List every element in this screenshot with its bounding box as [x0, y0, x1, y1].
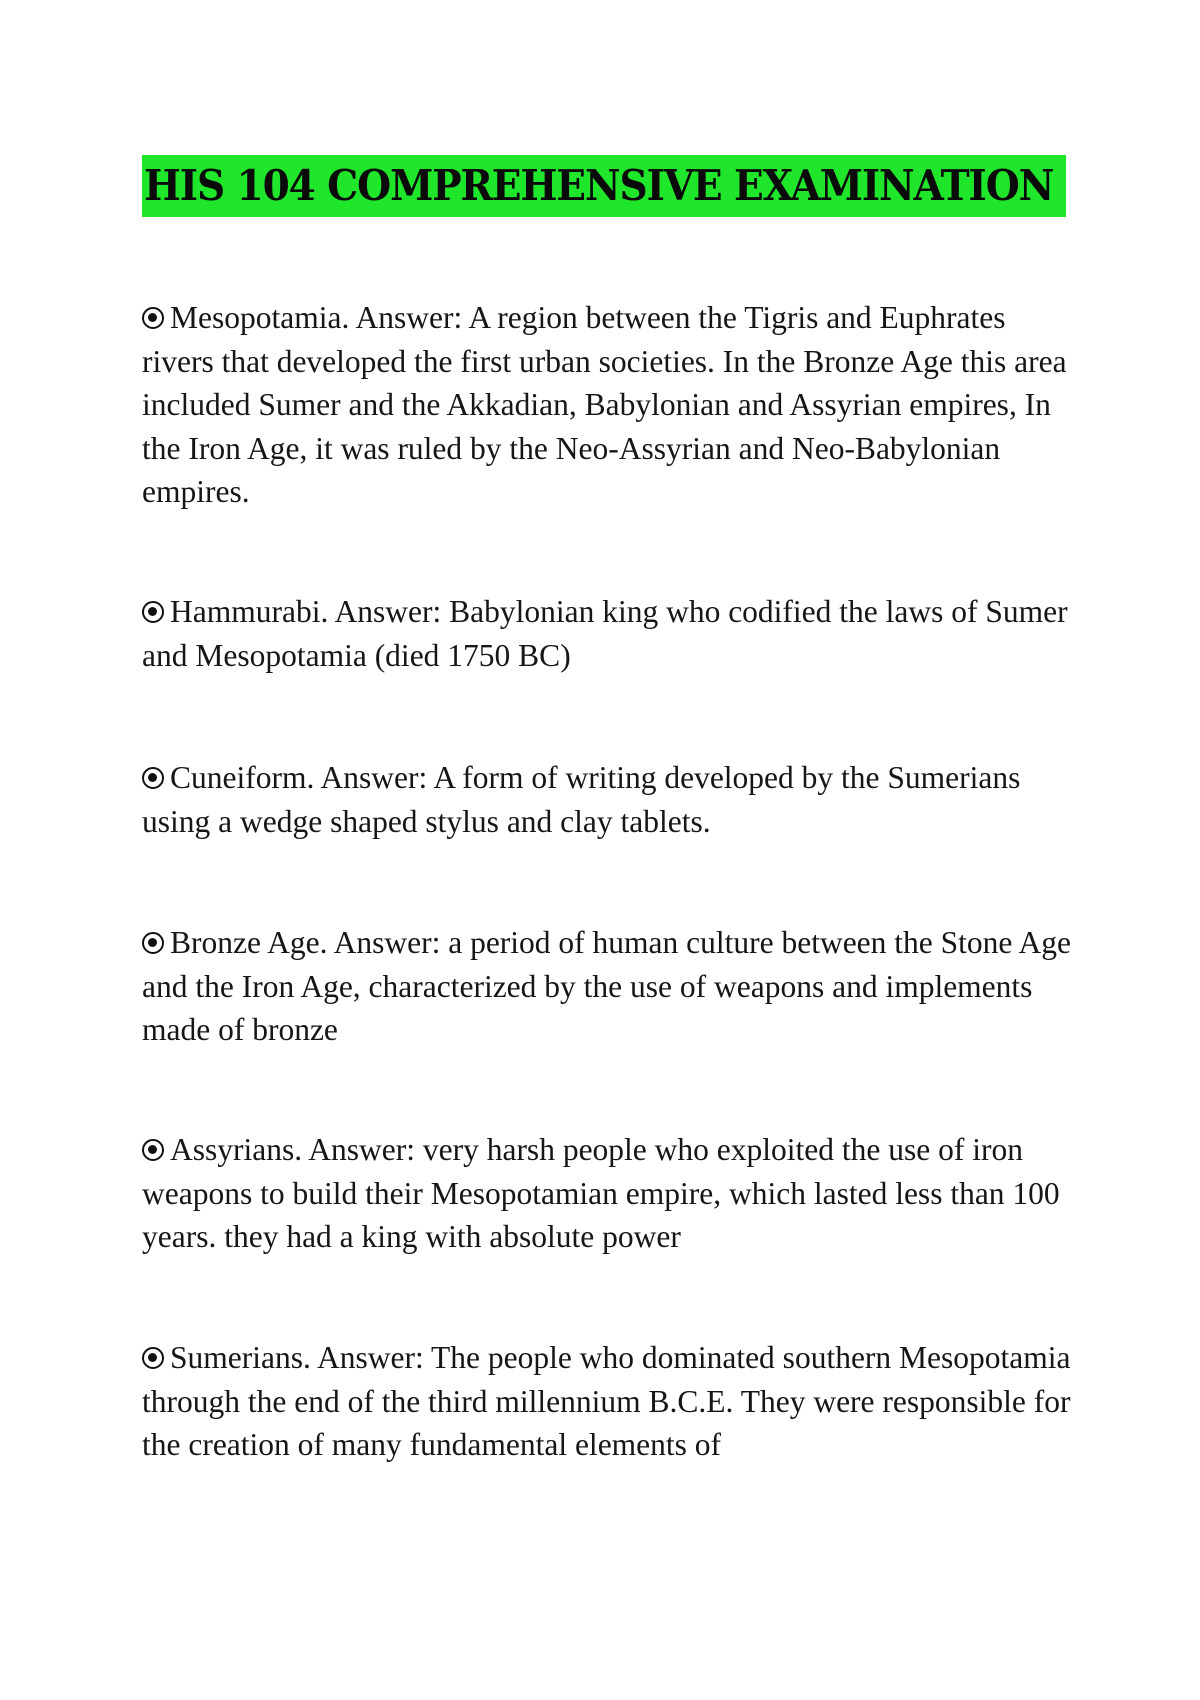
- radio-bullet-icon: [142, 307, 164, 329]
- list-item: [142, 590, 1072, 677]
- list-item: [142, 756, 1072, 843]
- list-item: [142, 296, 1072, 514]
- entry-text: Answer: The people who dominated southern Mesopotamia through the end of the third millennium B.C.E. They were responsible for the creation of many fundamental elements of: [142, 1340, 1071, 1462]
- entry-term: Assyrians.: [170, 1132, 303, 1167]
- entry-text: Answer: A form of writing developed by the Sumerians using a wedge shaped stylus and clay tablets.: [142, 760, 1021, 839]
- title-highlight: [142, 155, 1066, 217]
- entry-term: Hammurabi.: [170, 594, 329, 629]
- radio-bullet-icon: [142, 932, 164, 954]
- radio-bullet-icon: [142, 1347, 164, 1369]
- list-item: [142, 1128, 1072, 1259]
- radio-bullet-icon: [142, 601, 164, 623]
- entry-text: Answer: a period of human culture between the Stone Age and the Iron Age, characterized by the use of weapons and implements made of bronze: [142, 925, 1072, 1047]
- entry-term: Cuneiform.: [170, 760, 315, 795]
- list-item: [142, 1336, 1072, 1467]
- entry-text: Answer: Babylonian king who codified the laws of Sumer and Mesopotamia (died 1750 BC): [142, 594, 1068, 673]
- page-title: HIS 104 COMPREHENSIVE EXAMINATION: [144, 161, 1054, 210]
- radio-bullet-icon: [142, 767, 164, 789]
- entry-text: Answer: very harsh people who exploited the use of iron weapons to build their Mesopotamian empire, which lasted less than 100 years. they had a king with absolute power: [142, 1132, 1060, 1254]
- entry-text: Answer: A region between the Tigris and Euphrates rivers that developed the first urban societies. In the Bronze Age this area included Sumer and the Akkadian, Babylonian and Assyrian empires, In the Iron Age, it was ruled by the Neo-Assyrian and Neo-Babylonian empires.: [142, 300, 1067, 509]
- radio-bullet-icon: [142, 1139, 164, 1161]
- entry-term: Bronze Age.: [170, 925, 328, 960]
- list-item: [142, 921, 1072, 1052]
- entry-term: Mesopotamia.: [170, 300, 350, 335]
- entry-term: Sumerians.: [170, 1340, 311, 1375]
